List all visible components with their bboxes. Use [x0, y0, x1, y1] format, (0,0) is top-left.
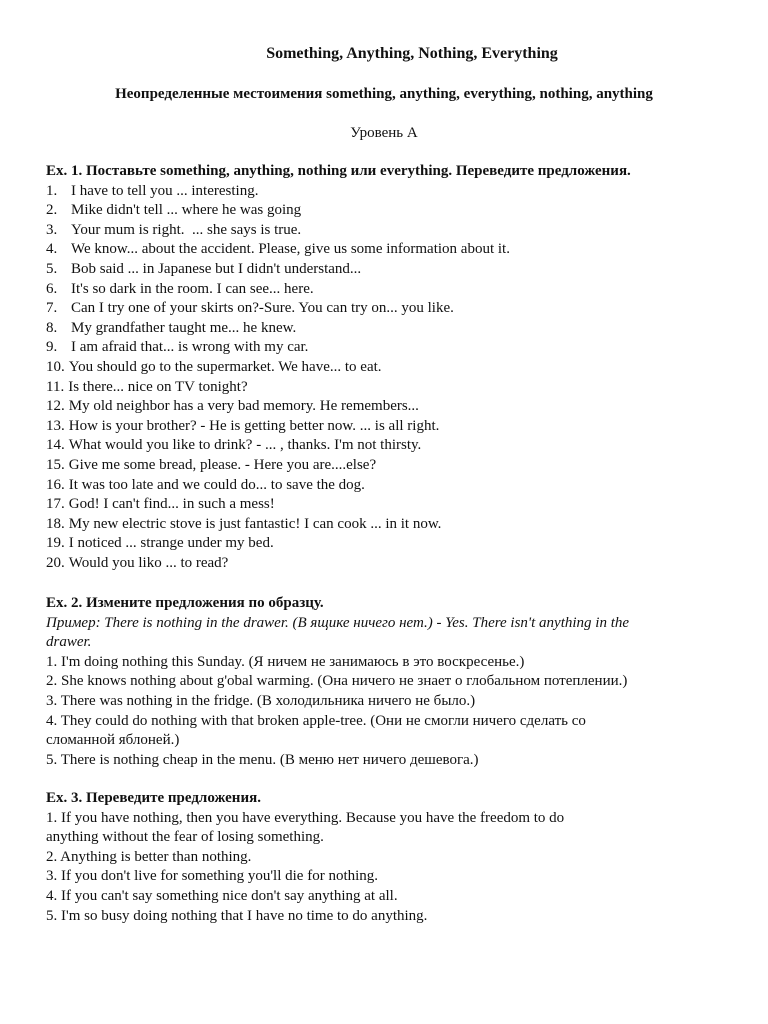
example-line: Пример: There is nothing in the drawer. (В ящике ничего нет.) - Yes. There isn't anything in the: [46, 614, 630, 631]
list-item: [46, 358, 726, 378]
item-number: 9.: [46, 339, 58, 356]
sentence-line: 1. If you have nothing, then you have everything. Because you have the freedom to do: [46, 809, 565, 826]
sentence-line: 4. They could do nothing with that broken apple-tree. (Они не смогли ничего сделать со: [46, 712, 586, 729]
example-line-continued: drawer.: [46, 634, 92, 651]
sentence-line: 4. If you can't say something nice don't say anything at all.: [46, 887, 398, 904]
document-subtitle: Неопределенные местоимения something, anything, everything, nothing, anything: [115, 86, 653, 102]
item-text: How is your brother? - He is getting better now. ... is all right.: [68, 417, 440, 434]
exercise-3: [46, 789, 726, 926]
item-text: It's so dark in the room. I can see... here.: [71, 280, 314, 297]
item-text: Mike didn't tell ... where he was going: [71, 202, 302, 219]
sentence-line-continued: сломанной яблоней.): [46, 732, 180, 749]
list-item: [46, 260, 726, 280]
exercise-1-heading: Ex. 1. Поставьте something, anything, nothing или everything. Переведите предложения.: [46, 163, 631, 179]
item-number: 12.: [46, 398, 65, 415]
item-number: 5.: [46, 260, 58, 277]
item-text: I noticed ... strange under my bed.: [68, 535, 274, 552]
item-text: What would you like to drink? - ... , thanks. I'm not thirsty.: [68, 437, 422, 454]
list-item: [46, 534, 726, 554]
item-number: 10.: [46, 358, 65, 375]
sentence-line: 5. I'm so busy doing nothing that I have no time to do anything.: [46, 907, 428, 924]
list-item: [46, 554, 726, 574]
list-item: [46, 201, 726, 221]
list-item: [46, 338, 726, 358]
item-number: 2.: [46, 202, 58, 219]
exercise-1: [46, 162, 726, 573]
list-item: [46, 476, 726, 496]
item-number: 16.: [46, 476, 65, 493]
item-text: Can I try one of your skirts on?-Sure. You can try on... you like.: [71, 300, 454, 317]
sentence-line: 3. There was nothing in the fridge. (В холодильника ничего не было.): [46, 692, 476, 709]
item-number: 19.: [46, 535, 65, 552]
item-number: 18.: [46, 515, 65, 532]
item-number: 8.: [46, 319, 58, 336]
item-text: Your mum is right. ... she says is true.: [71, 221, 302, 238]
document-title: Something, Anything, Nothing, Everything: [266, 45, 558, 62]
sentence-line: 2. Anything is better than nothing.: [46, 848, 252, 865]
item-text: It was too late and we could do... to save the dog.: [68, 476, 365, 493]
item-text: My grandfather taught me... he knew.: [71, 319, 297, 336]
list-item: [46, 280, 726, 300]
list-item: [46, 182, 726, 202]
item-text: My new electric stove is just fantastic! I can cook ... in it now.: [68, 515, 442, 532]
list-item: [46, 221, 726, 241]
item-text: Is there... nice on TV tonight?: [68, 378, 248, 395]
list-item: [46, 299, 726, 319]
item-text: You should go to the supermarket. We have... to eat.: [68, 358, 382, 375]
exercise-2: [46, 594, 726, 770]
list-item: [46, 456, 726, 476]
sentence-line: 1. I'm doing nothing this Sunday. (Я ничем не занимаюсь в это воскресенье.): [46, 653, 525, 670]
list-item: [46, 417, 726, 437]
sentence-line: 2. She knows nothing about g'obal warming. (Она ничего не знает о глобальном потеплении.): [46, 673, 628, 690]
item-text: My old neighbor has a very bad memory. He remembers...: [68, 398, 419, 415]
item-number: 7.: [46, 300, 58, 317]
item-number: 11.: [46, 378, 65, 395]
list-item: [46, 378, 726, 398]
item-number: 20.: [46, 554, 65, 571]
list-item: [46, 319, 726, 339]
item-number: 1.: [46, 182, 58, 199]
sentence-line: 5. There is nothing cheap in the menu. (В меню нет ничего дешевога.): [46, 751, 479, 768]
item-text: I have to tell you ... interesting.: [71, 182, 259, 199]
list-item: [46, 436, 726, 456]
item-number: 13.: [46, 417, 65, 434]
list-item: [46, 495, 726, 515]
list-item: [46, 397, 726, 417]
item-number: 6.: [46, 280, 58, 297]
item-number: 17.: [46, 496, 65, 513]
list-item: [46, 240, 726, 260]
exercise-1-list: [46, 182, 726, 574]
sentence-line: 3. If you don't live for something you'll die for nothing.: [46, 868, 379, 885]
level-label: Уровень А: [350, 125, 418, 141]
exercise-2-heading: Ex. 2. Измените предложения по образцу.: [46, 595, 324, 611]
sentence-line-continued: anything without the fear of losing something.: [46, 829, 324, 846]
list-item: [46, 515, 726, 535]
item-number: 14.: [46, 437, 65, 454]
item-text: Give me some bread, please. - Here you are....else?: [68, 456, 377, 473]
item-number: 3.: [46, 221, 58, 238]
exercise-3-heading: Ex. 3. Переведите предложения.: [46, 790, 261, 806]
item-text: I am afraid that... is wrong with my car.: [71, 339, 309, 356]
item-text: God! I can't find... in such a mess!: [68, 496, 275, 513]
item-text: Would you liko ... to read?: [68, 554, 229, 571]
item-number: 4.: [46, 241, 58, 258]
item-text: Bob said ... in Japanese but I didn't understand...: [71, 260, 362, 277]
item-text: We know... about the accident. Please, give us some information about it.: [71, 241, 510, 258]
item-number: 15.: [46, 456, 65, 473]
